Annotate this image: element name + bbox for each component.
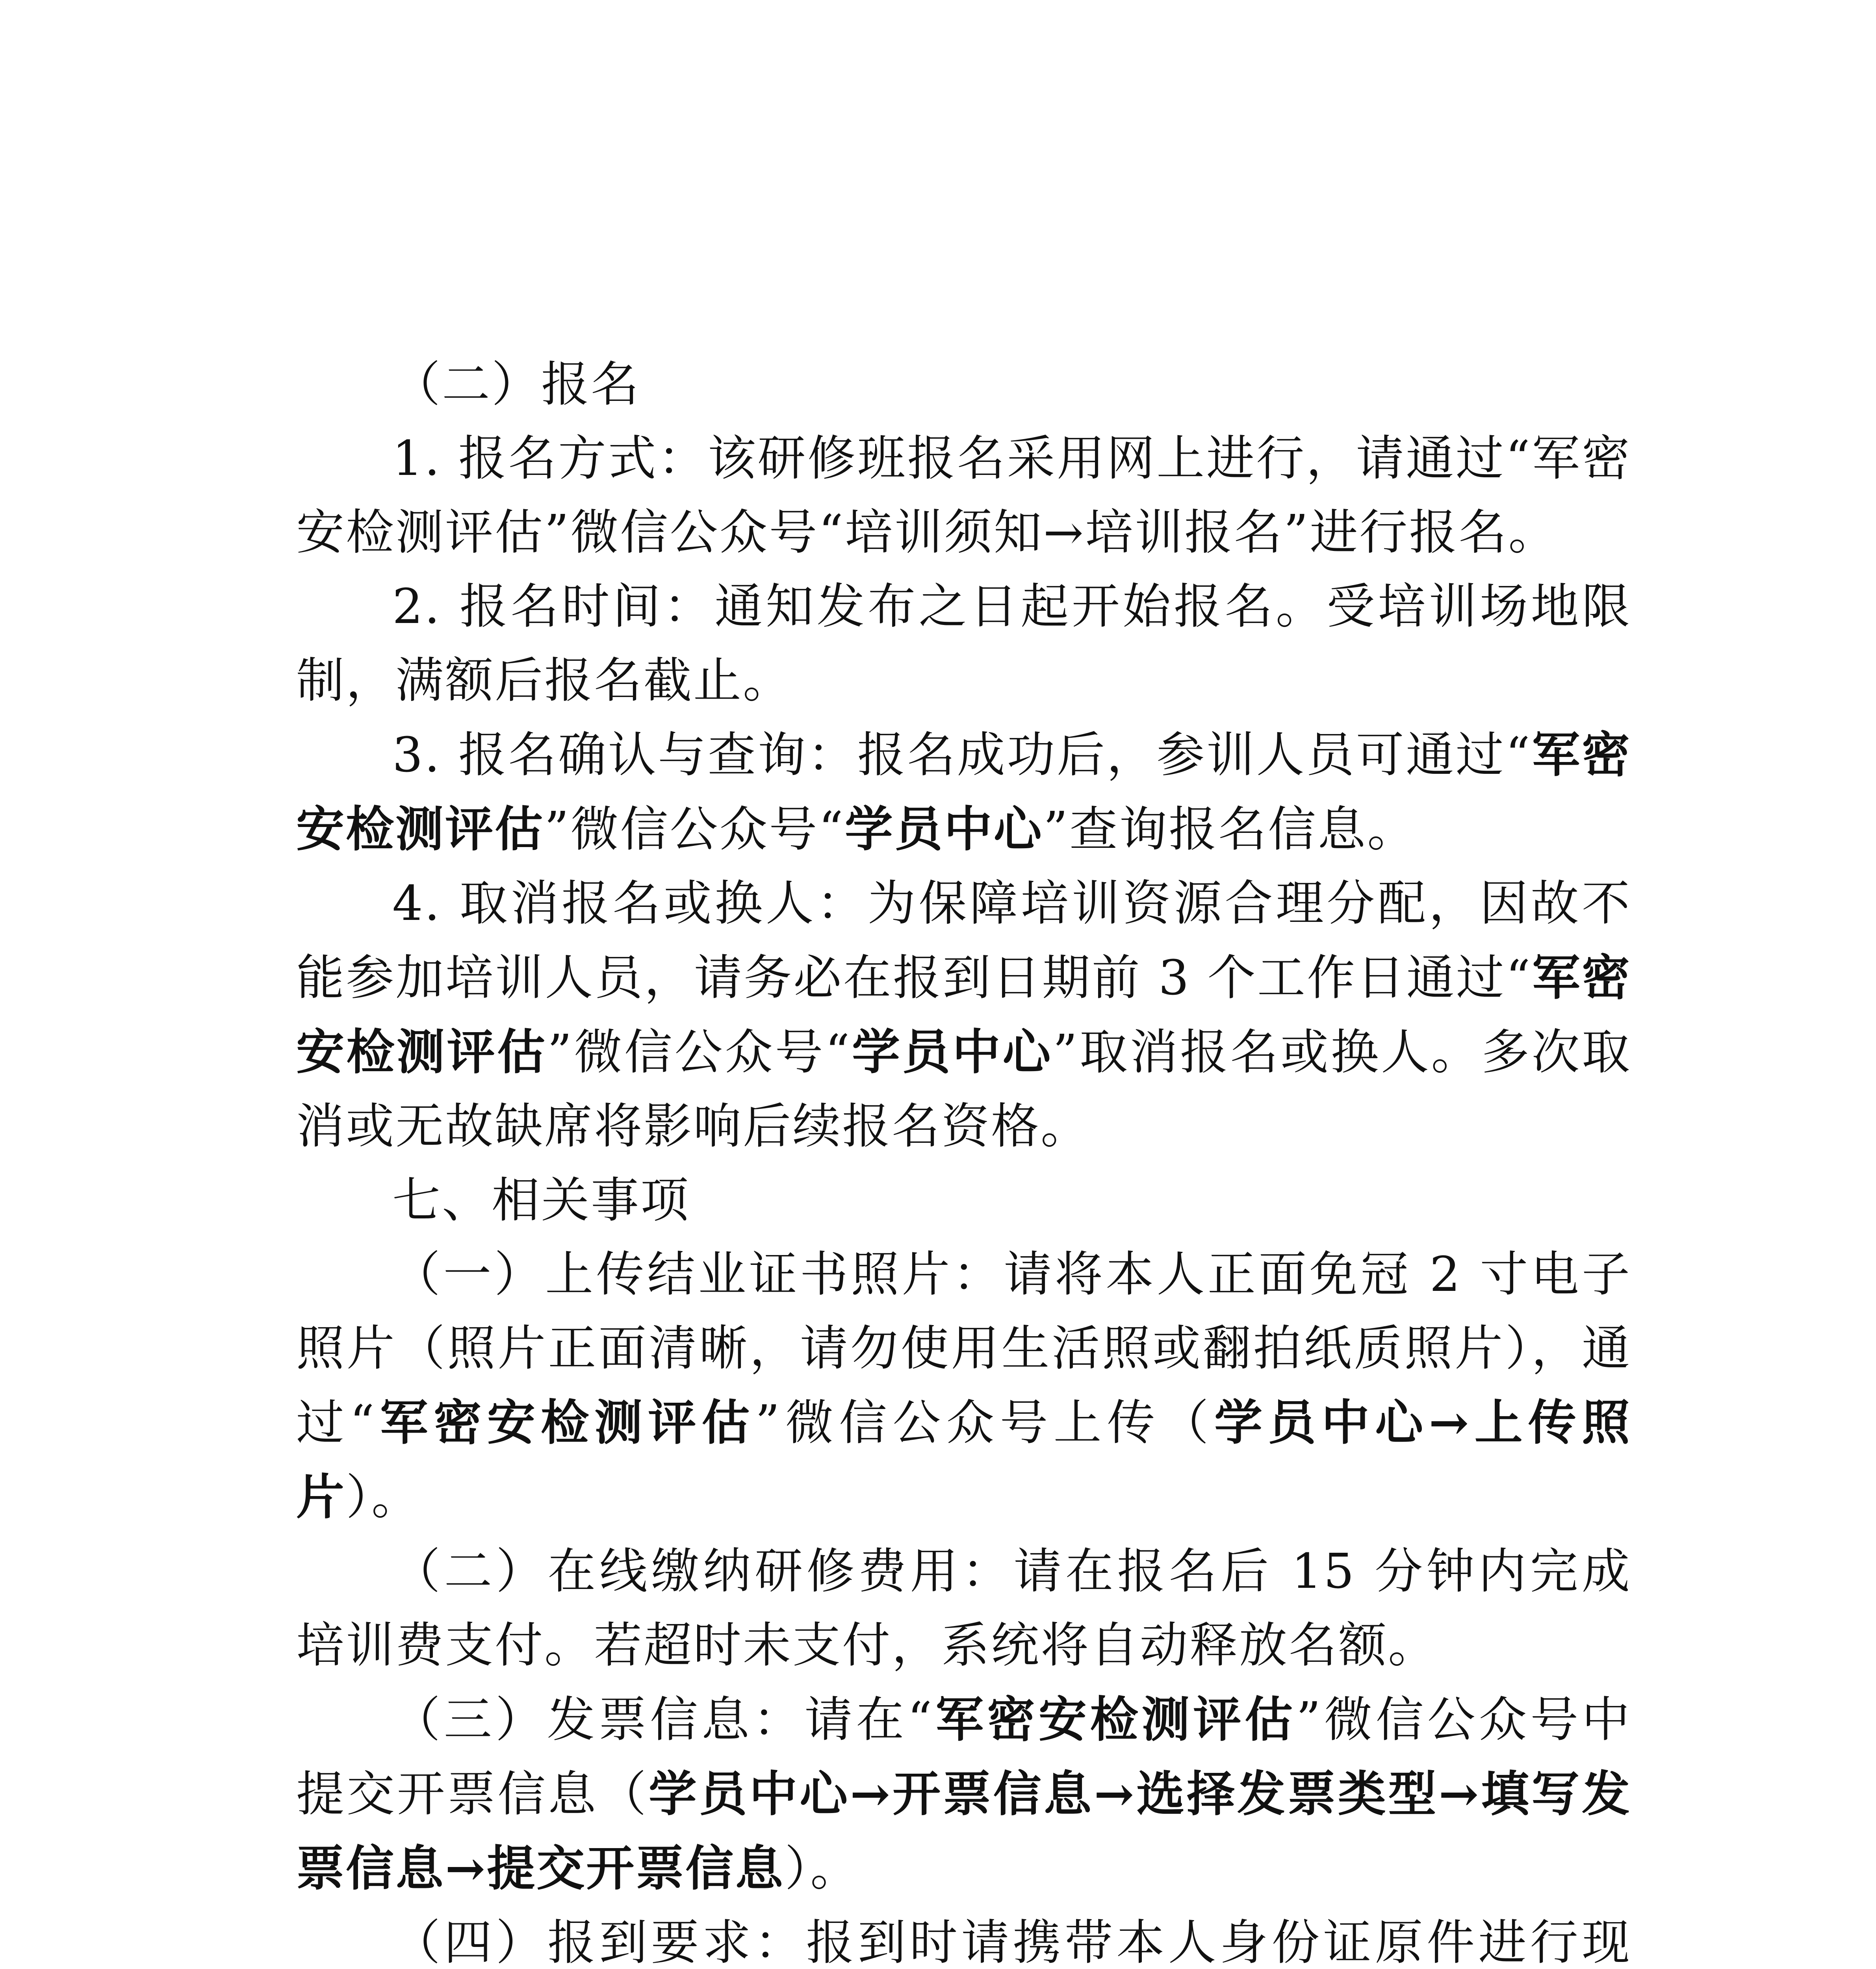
- text-segment: ”微信公众号“: [544, 801, 845, 857]
- bold-text-student-center: 学员中心: [844, 801, 1043, 857]
- paragraph-check-in-requirements: （四）报到要求：报到时请携带本人身份证原件进行现: [392, 1915, 1631, 1969]
- section-heading-related-matters: 七、相关事项: [392, 1172, 690, 1228]
- text-segment: ”查询报名信息。: [1043, 801, 1417, 857]
- text-segment: ”取消报名或换人。多次取消或无故缺席将影响后续报名资格。: [296, 1024, 1632, 1154]
- section-heading-registration: （二）报名: [392, 356, 640, 412]
- paragraph-online-payment: （二）在线缴纳研修费用：请在报名后 15 分钟内完成培训费支付。若超时未支付，系统将自动释放名额。: [296, 1543, 1631, 1673]
- text-segment: ”微信公众号“: [547, 1024, 852, 1080]
- paragraph-registration-time: 2. 报名时间：通知发布之日起开始报名。受培训场地限制，满额后报名截止。: [296, 578, 1631, 708]
- document-body: [296, 347, 1631, 1969]
- bold-text-invoice-path: 学员中心→开票信息→选择发票类型→填写发票信息→提交开票信息: [296, 1765, 1632, 1897]
- bold-text-account-name: 军密安检测评估: [933, 1691, 1296, 1748]
- bold-text-student-center: 学员中心: [851, 1023, 1053, 1080]
- paragraph-upload-photo: [296, 1237, 1631, 1534]
- text-segment: ）。: [346, 1469, 421, 1525]
- text-segment: ）。: [785, 1841, 860, 1897]
- text-segment: 3. 报名确认与查询：报名成功后，参训人员可通过“: [392, 727, 1532, 783]
- paragraph-invoice-info: [296, 1682, 1631, 1906]
- bold-text-account-name: 军密安检测评估: [376, 1394, 755, 1451]
- paragraph-cancel-registration: [296, 866, 1631, 1163]
- bold-text-upload-path: 学员中心→上传照片: [296, 1394, 1632, 1525]
- bold-text-account-name: 军密安检测评估: [296, 949, 1631, 1080]
- bold-text-account-name: 军密安检测评估: [296, 726, 1631, 857]
- text-segment: ”微信公众号上传（: [755, 1395, 1214, 1451]
- text-segment: 4. 取消报名或换人：为保障培训资源合理分配，因故不能参加培训人员，请务必在报到日期前 3 个工作日通过“: [296, 875, 1631, 1006]
- paragraph-registration-method: 1. 报名方式：该研修班报名采用网上进行，请通过“军密安检测评估”微信公众号“培训须知→培训报名”进行报名。: [296, 430, 1631, 560]
- text-segment: （三）发票信息：请在“: [392, 1692, 934, 1748]
- text-segment: （一）上传结业证书照片：请将本人正面免冠 2 寸电子照片（照片正面清晰，请勿使用生活照或翻拍纸质照片），通过“: [296, 1246, 1631, 1451]
- paragraph-registration-confirmation: [296, 718, 1631, 866]
- text-segment: ”微信公众号中提交开票信息（: [296, 1692, 1632, 1822]
